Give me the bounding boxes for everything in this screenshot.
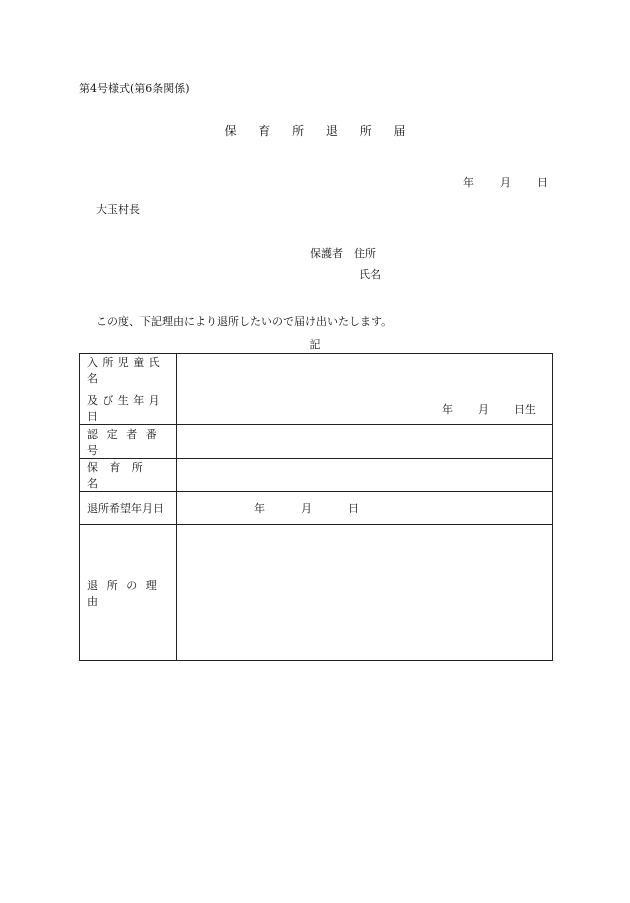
birth-year-label: 年 xyxy=(442,403,453,416)
withdraw-year-label: 年 xyxy=(254,502,265,515)
guardian-name-label: 氏名 xyxy=(359,268,381,281)
table-row-nursery xyxy=(80,459,553,492)
form-number: 第4号様式(第6条関係) xyxy=(79,82,190,95)
intro-text: この度、下記理由により退所したいので届け出いたします。 xyxy=(96,315,393,328)
child-name-label-line1: 入所児童氏名 xyxy=(87,356,164,385)
ki-label: 記 xyxy=(309,338,321,351)
date-month-label: 月 xyxy=(500,176,511,189)
withdraw-date-field[interactable] xyxy=(177,492,553,525)
date-year-label: 年 xyxy=(463,176,474,189)
nursery-name-label xyxy=(80,459,177,492)
withdraw-month-label: 月 xyxy=(301,502,312,515)
reason-label xyxy=(80,525,177,661)
submission-date-line xyxy=(463,176,548,190)
page-title: 保 育 所 退 所 届 xyxy=(224,124,415,138)
reason-field[interactable] xyxy=(177,525,553,661)
table-row-reason xyxy=(80,525,553,661)
guardian-address-label: 保護者 住所 xyxy=(310,247,376,260)
cert-number-label xyxy=(80,425,177,459)
table-row-cert xyxy=(80,425,553,459)
date-day-label: 日 xyxy=(537,176,548,189)
reason-label-text: 退所の理由 xyxy=(87,578,166,608)
nursery-name-field[interactable] xyxy=(177,459,553,492)
birth-date xyxy=(442,401,536,417)
birth-day-label: 日生 xyxy=(514,403,536,416)
birth-month-label: 月 xyxy=(478,403,489,416)
child-name-label xyxy=(80,354,177,425)
withdraw-day-label: 日 xyxy=(348,502,359,515)
table-row-child xyxy=(80,354,553,425)
withdraw-date-label: 退所希望年月日 xyxy=(80,492,177,525)
withdraw-date xyxy=(177,500,552,516)
nursery-name-label-text: 保育所名 xyxy=(87,461,155,490)
child-name-field[interactable] xyxy=(177,354,553,425)
cert-number-field[interactable] xyxy=(177,425,553,459)
child-name-label-line2: 及び生年月日 xyxy=(87,394,164,423)
table-row-withdraw-date xyxy=(80,492,553,525)
withdrawal-form-table xyxy=(79,353,553,661)
addressee: 大玉村長 xyxy=(96,203,140,216)
cert-number-label-text: 認定者番号 xyxy=(87,427,166,457)
